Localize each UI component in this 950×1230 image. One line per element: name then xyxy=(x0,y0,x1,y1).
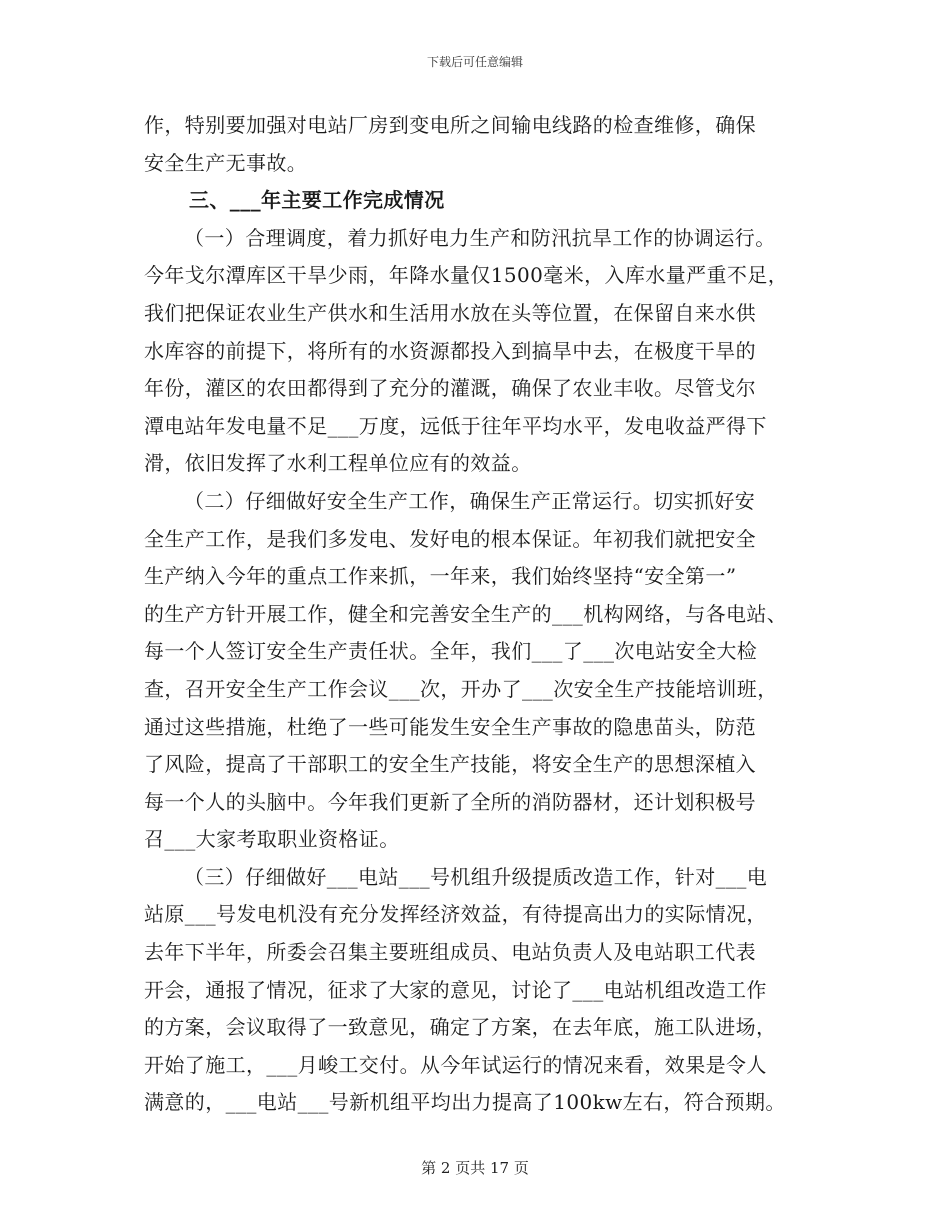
text-line: 今年戈尔潭库区干旱少雨，年降水量仅1500毫米，入库水量严重不足， xyxy=(144,263,789,288)
paragraph-first-line: （一）合理调度，着力抓好电力生产和防汛抗旱工作的协调运行。 xyxy=(184,225,776,250)
text-line: 满意的，___电站___号新机组平均出力提高了100kw左右，符合预期。 xyxy=(144,1090,786,1115)
text-line: 去年下半年，所委会召集主要班组成员、电站负责人及电站职工代表 xyxy=(144,940,756,965)
text-line: 生产纳入今年的重点工作来抓，一年来，我们始终坚持“安全第一” xyxy=(144,564,737,589)
text-line: 通过这些措施，杜绝了一些可能发生安全生产事故的隐患苗头，防范 xyxy=(144,714,756,739)
paragraph-first-line: （三）仔细做好___电站___号机组升级提质改造工作，针对___电 xyxy=(184,864,768,889)
text-line: 水库容的前提下，将所有的水资源都投入到搞旱中去，在极度干旱的 xyxy=(144,338,756,363)
text-line: 每一个人签订安全生产责任状。全年，我们___了___次电站安全大检 xyxy=(144,639,758,664)
text-line: 召___大家考取职业资格证。 xyxy=(144,827,400,852)
paragraph-first-line: （二）仔细做好安全生产工作，确保生产正常运行。切实抓好安 xyxy=(184,488,756,513)
text-line: 查，召开安全生产工作会议___次，开办了___次安全生产技能培训班， xyxy=(144,676,778,701)
text-line: 我们把保证农业生产供水和生活用水放在头等位置，在保留自来水供 xyxy=(144,300,756,325)
text-line: 开会，通报了情况，征求了大家的意见，讨论了___电站机组改造工作 xyxy=(144,977,767,1002)
page-number-footer: 第 2 页共 17 页 xyxy=(421,1159,529,1177)
text-line: 每一个人的头脑中。今年我们更新了全所的消防器材，还计划积极号 xyxy=(144,789,756,814)
text-line: 滑，依旧发挥了水利工程单位应有的效益。 xyxy=(144,451,532,476)
text-line: 年份，灌区的农田都得到了充分的灌溉，确保了农业丰收。尽管戈尔 xyxy=(144,376,756,401)
text-line: 开始了施工，___月峻工交付。从今年试运行的情况来看，效果是令人 xyxy=(144,1052,767,1077)
section-heading: 三、___年主要工作完成情况 xyxy=(189,188,445,213)
text-line: 全生产工作，是我们多发电、发好电的根本保证。年初我们就把安全 xyxy=(144,526,756,551)
text-line: 站原___号发电机没有充分发挥经济效益，有待提高出力的实际情况， xyxy=(144,902,767,927)
text-line: 潭电站年发电量不足___万度，远低于往年平均水平，发电收益严得下 xyxy=(144,413,767,438)
document-body xyxy=(144,107,824,1122)
text-line: 安全生产无事故。 xyxy=(144,150,308,175)
text-line: 的方案，会议取得了一致意见，确定了方案，在去年底，施工队进场， xyxy=(144,1015,777,1040)
text-line: 作，特别要加强对电站厂房到变电所之间输电线路的检查维修，确保 xyxy=(144,113,756,137)
text-line: 的生产方针开展工作，健全和完善安全生产的___机构网络，与各电站、 xyxy=(144,601,788,626)
page-header: 下载后可任意编辑 xyxy=(426,55,523,69)
text-line: 了风险，提高了干部职工的安全生产技能，将安全生产的思想深植入 xyxy=(144,752,756,777)
